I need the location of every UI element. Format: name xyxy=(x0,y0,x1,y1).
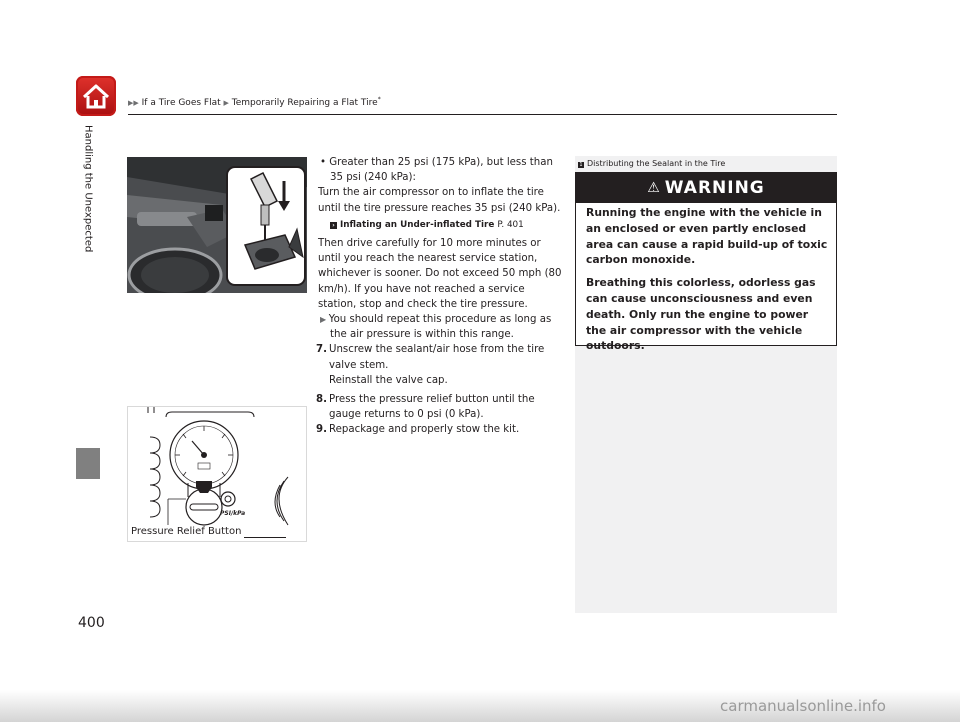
warning-alert-icon: ⚠ xyxy=(647,180,661,196)
pressure-range-bullet xyxy=(318,155,562,185)
pressure-gauge-illustration xyxy=(127,406,307,542)
step-9 xyxy=(318,422,562,437)
svg-text:PSI/kPa: PSI/kPa xyxy=(220,510,246,517)
page-number: 400 xyxy=(78,615,105,631)
step-number: 9. xyxy=(316,424,327,436)
drive-instruction: Then drive carefully for 10 more minutes or until you reach the nearest service station, whichever is sooner. Do not exceed 50 mph (80 km/h). If you have not reached a service station, stop and check the tire pressure. xyxy=(318,238,562,310)
step-7 xyxy=(318,342,562,388)
bullet-dot: • xyxy=(320,157,330,168)
breadcrumb-link-flat-tire[interactable]: If a Tire Goes Flat xyxy=(141,98,221,108)
inflate-instruction: Turn the air compressor on to inflate the tire until the tire pressure reaches 35 psi (240 kPa). xyxy=(318,187,561,214)
step-text: Press the pressure relief button until the gauge returns to 0 psi (0 kPa). xyxy=(329,394,535,421)
warning-text xyxy=(586,205,830,361)
step-text: Unscrew the sealant/air hose from the tire valve stem. xyxy=(329,344,545,371)
step-number: 7. xyxy=(316,344,327,356)
pressure-gauge-drawing xyxy=(128,407,307,542)
header-rule xyxy=(128,114,837,115)
repeat-note xyxy=(318,312,562,342)
watermark-text: carmanualsonline.info xyxy=(720,697,886,715)
sidebar-heading xyxy=(578,159,725,168)
chapter-tab-label[interactable]: Handling the Unexpected xyxy=(82,125,94,253)
warning-header xyxy=(576,173,836,203)
warning-title: WARNING xyxy=(664,178,765,198)
sidebar-heading-text: Distributing the Sealant in the Tire xyxy=(587,159,726,168)
power-socket-illustration xyxy=(127,157,307,293)
chapter-tab-marker xyxy=(76,448,100,479)
breadcrumb-current: Temporarily Repairing a Flat Tire xyxy=(231,98,378,108)
step-number: 8. xyxy=(316,394,327,406)
chevron-right-icon: ▶▶ xyxy=(128,99,139,107)
instructions-column xyxy=(318,155,562,438)
home-icon xyxy=(76,76,116,116)
power-socket-drawing xyxy=(127,157,307,293)
reference-page[interactable]: P. 401 xyxy=(497,219,524,230)
bullet-text: Greater than 25 psi (175 kPa), but less than 35 psi (240 kPa): xyxy=(329,157,553,184)
reference-arrow-icon: › xyxy=(330,222,337,229)
step-text: Repackage and properly stow the kit. xyxy=(329,424,520,436)
warning-paragraph-2: Breathing this colorless, odorless gas can cause unconsciousness and even death. Only run the engine to power the air compressor with the vehicle outdoors. xyxy=(586,276,816,353)
step-8 xyxy=(318,392,562,422)
chevron-right-icon: ▶ xyxy=(223,99,229,107)
warning-paragraph-1: Running the engine with the vehicle in an enclosed or even partly enclosed area can cause a rapid build-up of toxic carbon monoxide. xyxy=(586,206,828,267)
step-subtext: Reinstall the valve cap. xyxy=(329,374,448,386)
reference-title[interactable]: Inflating an Under-inflated Tire xyxy=(340,219,495,230)
repeat-note-text: You should repeat this procedure as long as the air pressure is within this range. xyxy=(328,314,552,341)
footnote-mark: * xyxy=(377,96,381,103)
note-arrow-icon: ▶ xyxy=(320,315,329,325)
cross-reference-link[interactable] xyxy=(318,218,562,233)
home-button[interactable] xyxy=(76,76,116,116)
breadcrumb xyxy=(128,96,381,108)
note-number-badge: 1 xyxy=(579,162,583,168)
callout-leader-line xyxy=(244,537,286,538)
pressure-relief-button-callout: Pressure Relief Button xyxy=(131,526,242,537)
